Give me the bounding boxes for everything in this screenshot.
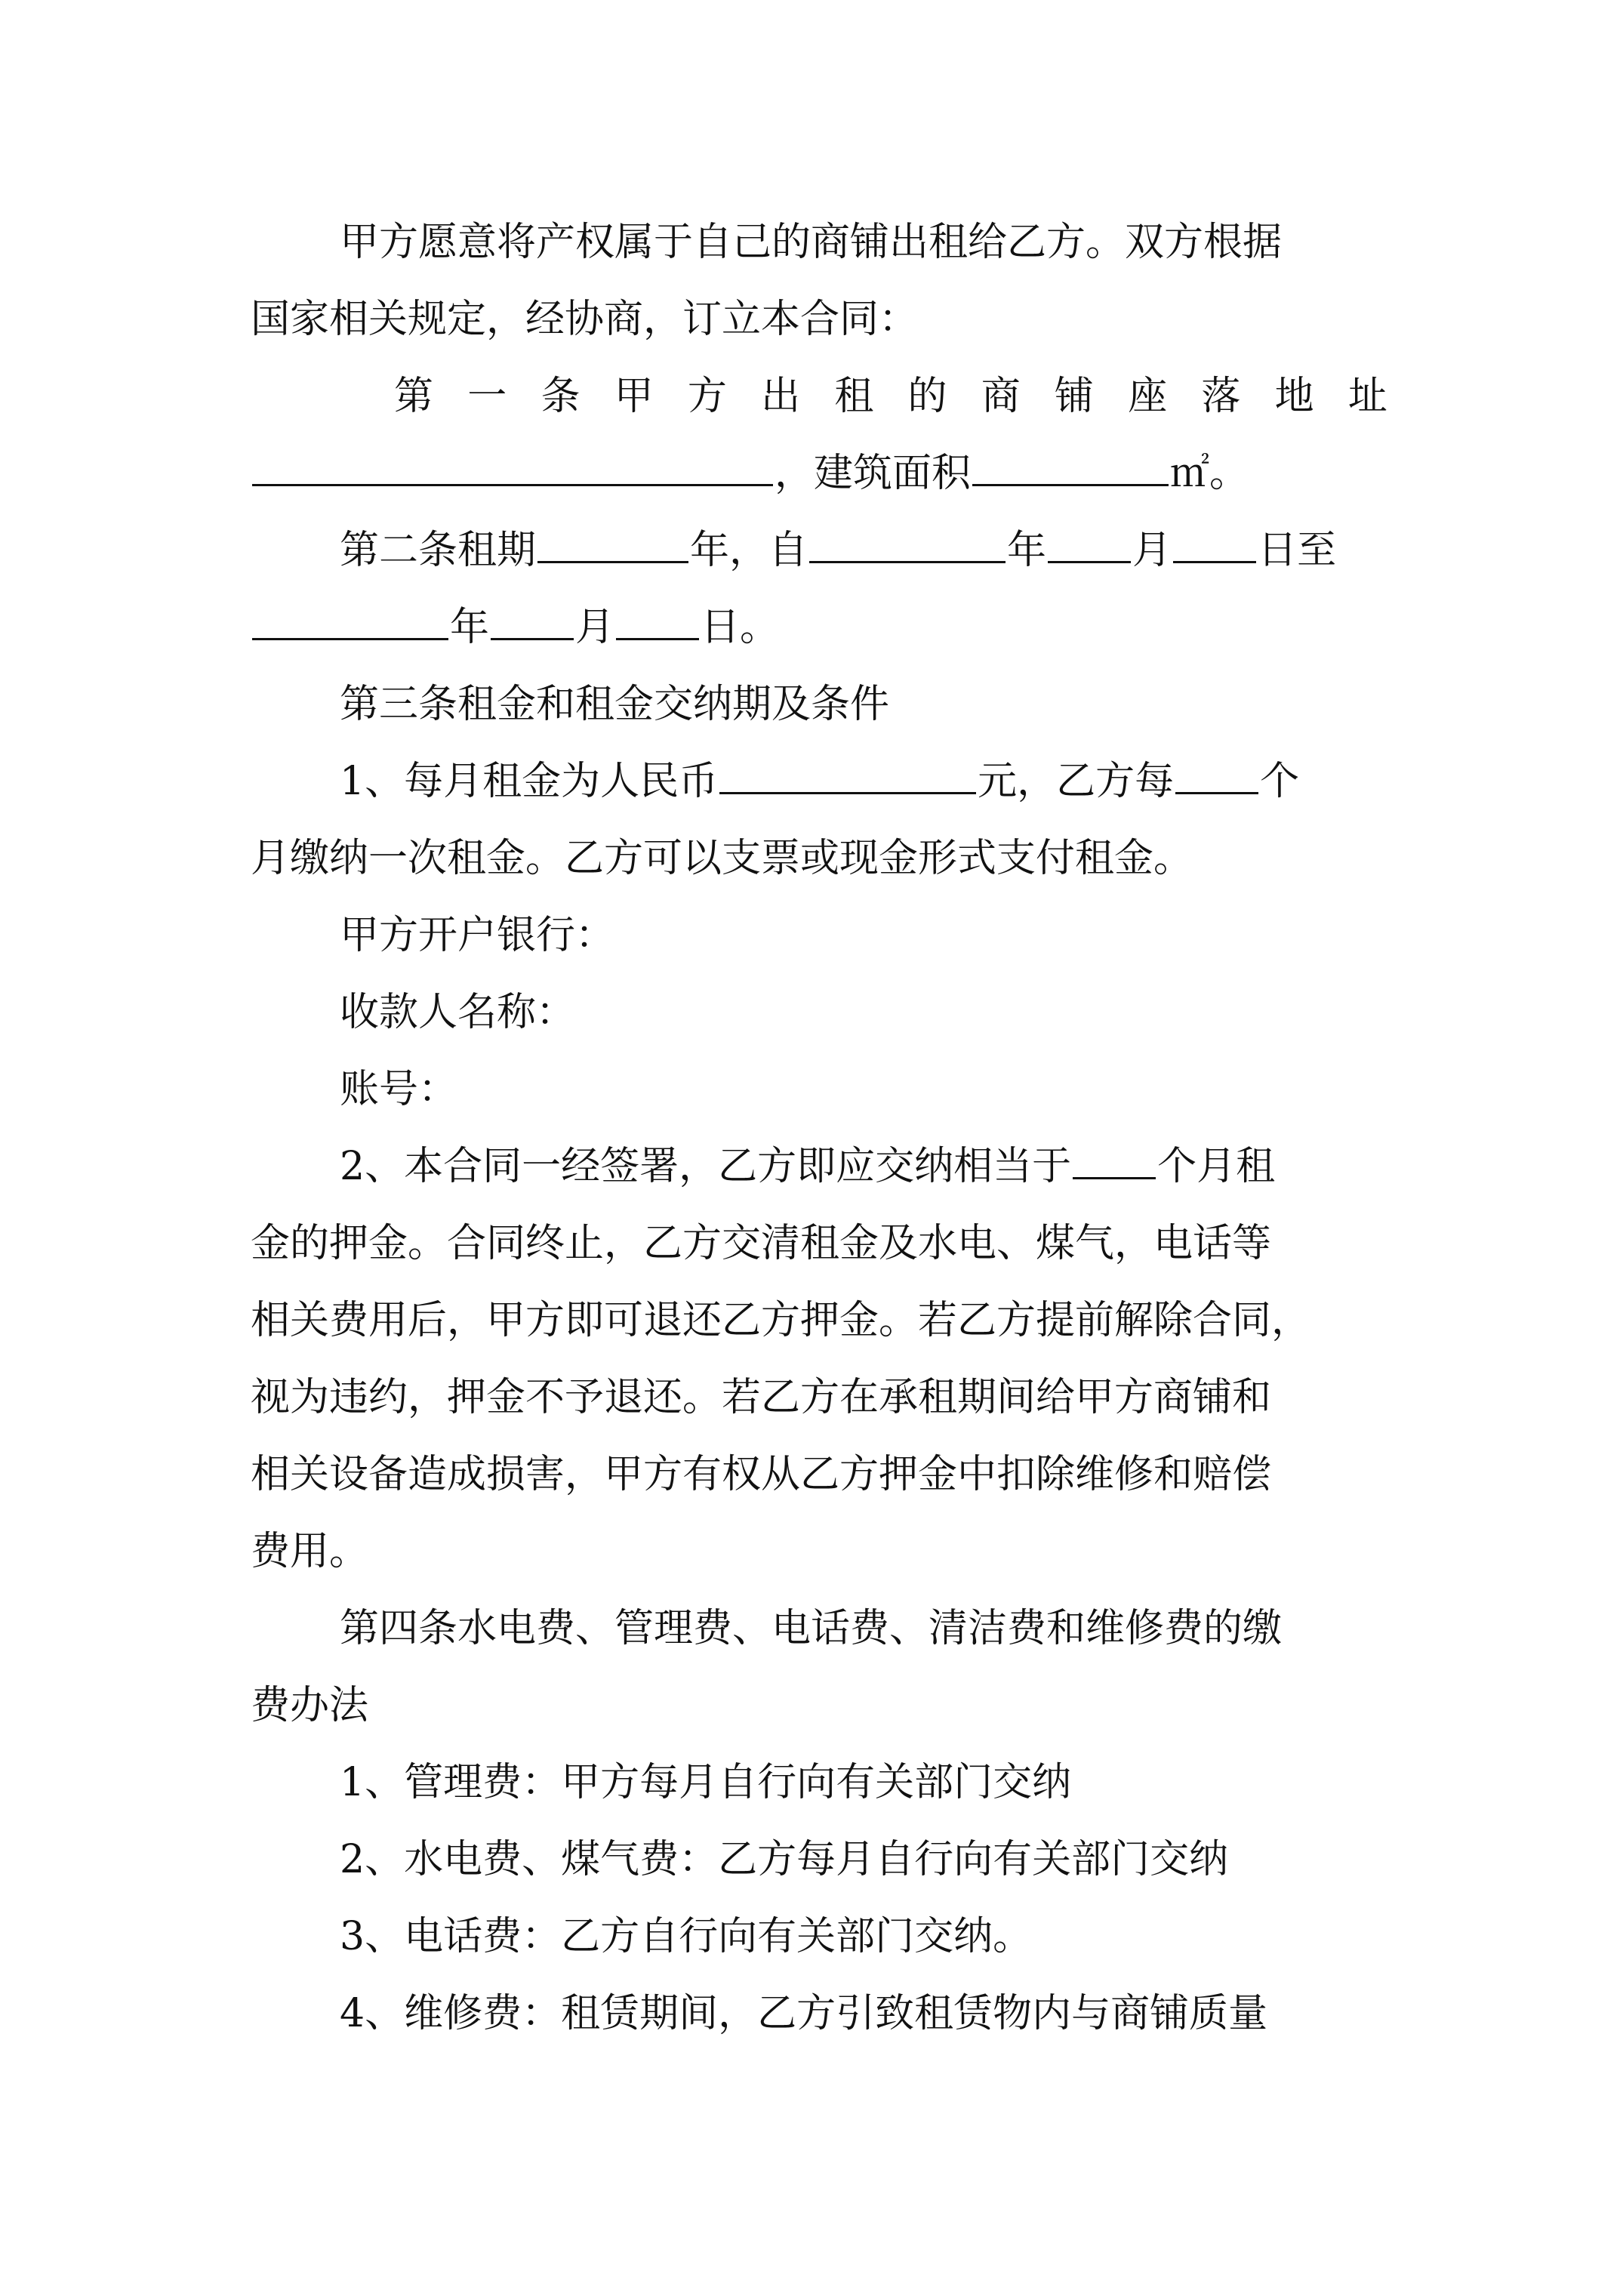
article-2-text: 年	[1007, 528, 1047, 573]
article-4-item-4: 4、维修费：租赁期间，乙方引致租赁物内与商铺质量	[340, 1991, 1268, 2036]
article-3-item-2-line-5: 相关设备造成损害，甲方有权从乙方押金中扣除维修和赔偿	[251, 1452, 1272, 1497]
start-month-blank[interactable]	[1048, 517, 1131, 563]
article-1-char: 址	[1347, 374, 1387, 419]
article-1-char: 方	[687, 374, 727, 419]
deposit-text: 个月租	[1157, 1144, 1276, 1189]
article-3-item-2-line-2: 金的押金。合同终止，乙方交清租金及水电、煤气，电话等	[251, 1221, 1272, 1266]
article-4-item-2: 2、水电费、煤气费：乙方每月自行向有关部门交纳	[340, 1837, 1229, 1882]
article-1-char: 地	[1274, 374, 1314, 419]
article-1-char: 租	[834, 374, 874, 419]
contract-page	[251, 204, 1387, 2052]
article-3-item-2-line-4: 视为违约，押金不予退还。若乙方在承租期间给甲方商铺和	[251, 1375, 1272, 1420]
paragraph-intro-line-2: 国家相关规定，经协商，订立本合同：	[251, 297, 919, 342]
article-3-item-1-line-1	[251, 743, 1387, 820]
article-2-line-2	[251, 589, 1387, 666]
article-2-text: 月	[575, 605, 615, 650]
article-4-item-1: 1、管理费：甲方每月自行向有关部门交纳	[340, 1760, 1072, 1805]
address-blank[interactable]	[252, 440, 773, 486]
start-year-blank[interactable]	[809, 517, 1006, 563]
rent-text: 个	[1260, 759, 1300, 804]
bank-label: 甲方开户银行：	[340, 913, 615, 958]
article-2-text: 月	[1132, 528, 1172, 573]
paragraph-intro-line-1: 甲方愿意将产权属于自己的商铺出租给乙方。双方根据	[340, 220, 1283, 265]
article-1-char: 铺	[1054, 374, 1094, 419]
article-1-char: 一	[467, 374, 507, 419]
article-3-title: 第三条租金和租金交纳期及条件	[340, 682, 890, 727]
article-4-title-line-2: 费办法	[251, 1683, 369, 1728]
article-1-char: 出	[761, 374, 801, 419]
article-1-char: 第	[394, 374, 434, 419]
payee-label: 收款人名称：	[340, 990, 576, 1035]
end-year-blank[interactable]	[252, 594, 448, 640]
article-2-text: 年，自	[690, 528, 808, 573]
article-1-heading	[251, 358, 1387, 435]
article-1-char: 甲	[614, 374, 654, 419]
rent-text: 元，乙方每	[978, 759, 1175, 804]
area-unit: ㎡。	[1170, 451, 1249, 496]
article-3-item-2-line-3: 相关费用后，甲方即可退还乙方押金。若乙方提前解除合同，	[251, 1298, 1311, 1343]
deposit-text: 2、本合同一经签署，乙方即应交纳相当于	[340, 1144, 1072, 1189]
account-label: 账号：	[340, 1067, 458, 1112]
article-4-item-3: 3、电话费：乙方自行向有关部门交纳。	[340, 1914, 1033, 1959]
article-2-text: 日至	[1258, 528, 1337, 573]
deposit-months-blank[interactable]	[1073, 1133, 1156, 1179]
article-2-line-1	[251, 512, 1387, 589]
article-4-title-line-1: 第四条水电费、管理费、电话费、清洁费和维修费的缴	[340, 1606, 1283, 1651]
article-2-label: 第二条租期	[340, 528, 537, 573]
start-day-blank[interactable]	[1173, 517, 1256, 563]
article-1-char: 商	[981, 374, 1021, 419]
article-1-char: 的	[907, 374, 947, 419]
article-3-item-1-line-2: 月缴纳一次租金。乙方可以支票或现金形式支付租金。	[251, 836, 1193, 881]
lease-years-blank[interactable]	[537, 517, 688, 563]
end-day-blank[interactable]	[616, 594, 699, 640]
article-1-line-2	[251, 435, 1387, 512]
end-month-blank[interactable]	[491, 594, 574, 640]
article-3-item-2-line-1	[251, 1128, 1387, 1205]
rent-label: 1、每月租金为人民币	[340, 759, 719, 804]
article-3-item-2-line-6: 费用。	[251, 1529, 369, 1574]
article-2-text: 年	[450, 605, 490, 650]
article-1-char: 条	[540, 374, 581, 419]
area-label: ，建筑面积	[775, 451, 972, 496]
article-2-text: 日。	[701, 605, 780, 650]
area-blank[interactable]	[972, 440, 1169, 486]
payment-interval-blank[interactable]	[1175, 748, 1258, 794]
rent-amount-blank[interactable]	[719, 748, 976, 794]
article-1-char: 落	[1201, 374, 1241, 419]
article-1-char: 座	[1128, 374, 1168, 419]
